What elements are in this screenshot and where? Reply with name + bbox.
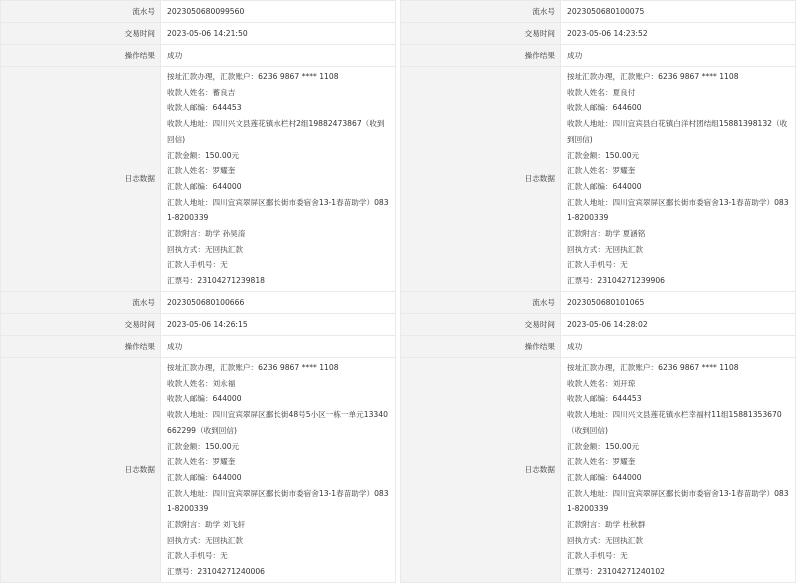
log-line: 收款人姓名：刘开琼 bbox=[567, 378, 636, 388]
time-label: 交易时间 bbox=[401, 314, 561, 336]
log-data bbox=[161, 358, 396, 583]
log-line: 汇款人地址：四川宜宾翠屏区鄱长街市委宿舍13-1春苗助学）0831-8200339 bbox=[167, 488, 389, 514]
log-line: 回执方式：无回执汇款 bbox=[167, 244, 243, 254]
log-line: 汇款附言：助学 孙昊淯 bbox=[167, 229, 246, 239]
record-table bbox=[400, 0, 796, 292]
log-line: 回执方式：无回执汇款 bbox=[567, 535, 643, 545]
log-line: 回执方式：无回执汇款 bbox=[167, 535, 243, 545]
record-panel-4 bbox=[400, 291, 796, 583]
log-line: 汇票号：23104271240102 bbox=[567, 567, 666, 577]
log-line: 汇款金额：150.00元 bbox=[567, 441, 640, 451]
result-label: 操作结果 bbox=[401, 45, 561, 67]
log-line: 收款人姓名：夏良付 bbox=[567, 87, 636, 97]
log-line: 汇款金额：150.00元 bbox=[167, 441, 240, 451]
log-line: 汇款人邮编：644000 bbox=[567, 472, 642, 482]
log-label: 日志数据 bbox=[1, 358, 161, 583]
log-line: 汇款人姓名：罗耀奎 bbox=[567, 457, 636, 467]
time-value: 2023-05-06 14:21:50 bbox=[161, 23, 396, 45]
log-data bbox=[161, 67, 396, 292]
record-panel-2 bbox=[400, 0, 796, 292]
log-line: 汇款人地址：四川宜宾翠屏区鄱长街市委宿舍13-1春苗助学）0831-8200339 bbox=[567, 197, 789, 223]
record-panel-1 bbox=[0, 0, 396, 292]
log-line: 汇款人姓名：罗耀奎 bbox=[167, 166, 236, 176]
serial-label: 流水号 bbox=[401, 292, 561, 314]
log-line: 收款人地址：四川宜宾县白花镇白洋村团结组15881398132（收到回信) bbox=[567, 119, 788, 144]
log-line: 汇款附言：助学 杜秋群 bbox=[567, 520, 646, 530]
result-value: 成功 bbox=[161, 336, 396, 358]
log-line: 按址汇款办理，汇款账户：6236 9867 **** 1108 bbox=[167, 363, 339, 372]
log-line: 汇款附言：助学 夏涵铭 bbox=[567, 229, 646, 239]
record-table bbox=[400, 291, 796, 583]
log-line: 汇款人姓名：罗耀奎 bbox=[567, 166, 636, 176]
log-line: 收款人地址：四川兴文县莲花镇水栏村2组19882473867（收到回信) bbox=[167, 119, 385, 144]
result-value: 成功 bbox=[161, 45, 396, 67]
result-value: 成功 bbox=[561, 336, 796, 358]
log-line: 按址汇款办理，汇款账户：6236 9867 **** 1108 bbox=[567, 72, 739, 81]
log-line: 收款人邮编：644453 bbox=[567, 394, 642, 404]
time-label: 交易时间 bbox=[1, 23, 161, 45]
serial-value: 2023050680099560 bbox=[161, 1, 396, 23]
serial-label: 流水号 bbox=[1, 292, 161, 314]
log-line: 汇票号：23104271239818 bbox=[167, 276, 266, 286]
log-line: 收款人邮编：644000 bbox=[167, 394, 242, 404]
log-line: 汇款金额：150.00元 bbox=[567, 150, 640, 160]
result-label: 操作结果 bbox=[1, 45, 161, 67]
serial-value: 2023050680101065 bbox=[561, 292, 796, 314]
log-line: 收款人姓名：蓄良吉 bbox=[167, 87, 236, 97]
record-table bbox=[0, 0, 396, 292]
log-line: 收款人姓名：刘永福 bbox=[167, 378, 236, 388]
time-value: 2023-05-06 14:26:15 bbox=[161, 314, 396, 336]
log-line: 汇款人手机号：无 bbox=[167, 551, 228, 561]
log-line: 汇款人手机号：无 bbox=[567, 260, 628, 270]
time-label: 交易时间 bbox=[1, 314, 161, 336]
log-line: 汇款人姓名：罗耀奎 bbox=[167, 457, 236, 467]
serial-label: 流水号 bbox=[1, 1, 161, 23]
serial-label: 流水号 bbox=[401, 1, 561, 23]
record-panel-3 bbox=[0, 291, 396, 583]
log-line: 汇款人邮编：644000 bbox=[567, 181, 642, 191]
log-data bbox=[561, 67, 796, 292]
result-label: 操作结果 bbox=[1, 336, 161, 358]
record-table bbox=[0, 291, 396, 583]
log-line: 汇款人地址：四川宜宾翠屏区鄱长街市委宿舍13-1春苗助学）0831-8200339 bbox=[167, 197, 389, 223]
time-value: 2023-05-06 14:28:02 bbox=[561, 314, 796, 336]
log-line: 回执方式：无回执汇款 bbox=[567, 244, 643, 254]
log-line: 汇款人地址：四川宜宾翠屏区鄱长街市委宿舍13-1春苗助学）0831-8200339 bbox=[567, 488, 789, 514]
log-line: 收款人邮编：644453 bbox=[167, 103, 242, 113]
log-label: 日志数据 bbox=[401, 358, 561, 583]
log-label: 日志数据 bbox=[401, 67, 561, 292]
log-line: 按址汇款办理，汇款账户：6236 9867 **** 1108 bbox=[567, 363, 739, 372]
log-line: 汇款金额：150.00元 bbox=[167, 150, 240, 160]
time-value: 2023-05-06 14:23:52 bbox=[561, 23, 796, 45]
log-line: 汇票号：23104271239906 bbox=[567, 276, 666, 286]
log-line: 汇款人邮编：644000 bbox=[167, 472, 242, 482]
log-line: 收款人邮编：644600 bbox=[567, 103, 642, 113]
time-label: 交易时间 bbox=[401, 23, 561, 45]
log-line: 按址汇款办理，汇款账户：6236 9867 **** 1108 bbox=[167, 72, 339, 81]
log-label: 日志数据 bbox=[1, 67, 161, 292]
result-label: 操作结果 bbox=[401, 336, 561, 358]
log-line: 汇款人手机号：无 bbox=[567, 551, 628, 561]
log-line: 汇票号：23104271240006 bbox=[167, 567, 266, 577]
log-line: 汇款人手机号：无 bbox=[167, 260, 228, 270]
result-value: 成功 bbox=[561, 45, 796, 67]
log-data bbox=[561, 358, 796, 583]
log-line: 收款人地址：四川兴文县莲花镇水栏幸福村11组15881353670（收到回信) bbox=[567, 410, 782, 435]
serial-value: 2023050680100075 bbox=[561, 1, 796, 23]
serial-value: 2023050680100666 bbox=[161, 292, 396, 314]
log-line: 汇款附言：助学 刘飞轩 bbox=[167, 520, 246, 530]
log-line: 收款人地址：四川宜宾翠屏区鄱长街48号5小区一栋一单元13340662299（收到回信) bbox=[167, 410, 388, 435]
log-line: 汇款人邮编：644000 bbox=[167, 181, 242, 191]
